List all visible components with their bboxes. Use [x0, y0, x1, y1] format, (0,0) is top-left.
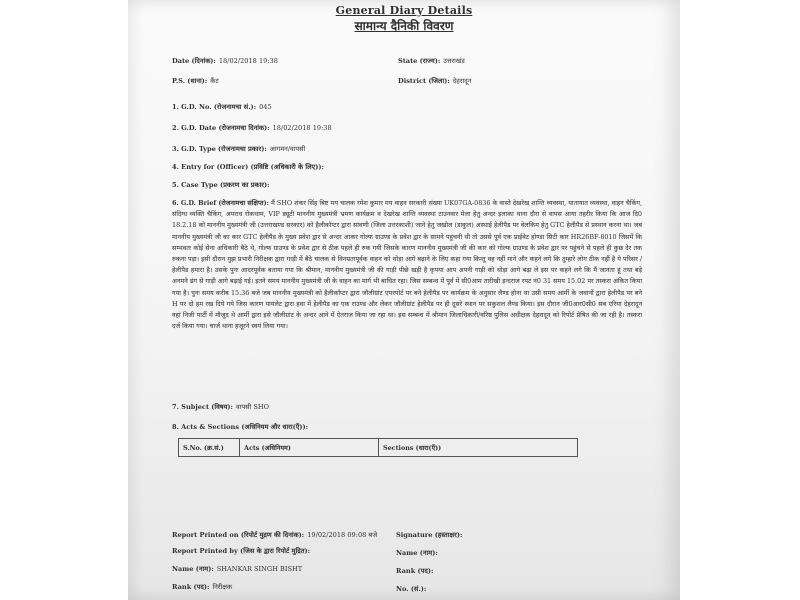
- state-label: State (राज्य):: [398, 57, 441, 65]
- subject-row: [172, 404, 269, 411]
- date-value: 18/02/2018 19:38: [218, 57, 278, 65]
- subject-label: 7. Subject (विषय):: [172, 403, 233, 411]
- name-row: [172, 566, 302, 573]
- gd-date-value: 18/02/2018 19:38: [272, 124, 332, 132]
- date-label: Date (दिनांक):: [172, 57, 216, 65]
- report-title-hindi: सामान्य दैनिकी विवरण: [354, 19, 454, 33]
- gd-number-row: [172, 104, 272, 111]
- gd-brief-label: 6. G.D. Brief (रोजनामचा संक्षिप्त):: [172, 199, 269, 207]
- gd-date-row: [172, 125, 332, 132]
- right-rank-row: [396, 568, 433, 575]
- name-label: Name (नाम):: [172, 565, 214, 573]
- case-type-label: 5. Case Type (प्रकरण का प्रकार):: [172, 181, 270, 189]
- printed-on-row: [172, 532, 377, 539]
- district-label: District (जिला):: [398, 77, 450, 85]
- printed-by-row: [172, 548, 310, 555]
- right-name-row: [396, 550, 438, 557]
- sno-column-header: S.No. (क्र.सं.): [179, 439, 240, 457]
- ps-label: P.S. (थाना):: [172, 77, 208, 85]
- table-row: [179, 439, 578, 457]
- gd-report-page: [128, 0, 680, 600]
- gd-number-value: 045: [259, 103, 272, 111]
- acts-sections-row: [172, 424, 308, 431]
- entry-for-row: [172, 164, 324, 171]
- right-name-label: Name (नाम):: [396, 549, 438, 557]
- acts-sections-label: 8. Acts & Sections (अधिनियम और धारा(एँ)):: [172, 423, 309, 431]
- gd-type-value: आगमन/वापसी: [269, 145, 306, 153]
- printed-by-label: Report Printed by (जिस के द्वारा रिपोर्ट मुद्रित):: [172, 547, 311, 555]
- printed-on-label: Report Printed on (रिपोर्ट मुद्रण की दिनांक):: [172, 531, 305, 539]
- signature-label: Signature (हस्ताक्षर):: [396, 531, 463, 539]
- right-number-row: [396, 586, 426, 593]
- date-row: [172, 58, 278, 65]
- gd-brief-paragraph: [172, 198, 642, 332]
- signature-row: [396, 532, 462, 539]
- gd-date-label: 2. G.D. Date (रोजनामचा दिनांक):: [172, 124, 270, 132]
- gd-brief-text: मैं SHO शंकर सिंह बिष्ट मय चालक रमेश कुमार मय वाहन सरकारी संख्या UK07GA-0836 के वास्ते देखरेख शान्ति व्यवस्था, यातायात व्यवस्था, वाहन चैकिंग, संदिग्ध व्यक्ति चैकिंग, अपराध रोकथाम, VIP ड्यूटी माननीय मुख्यमंत्री भ्रमण कार्यक्रम व देखरेख शान्ति व्यवस्था टाउनवार मेला हेतु अन्दर इलाका थाना दौरा से वापस आया तहरीर किया कि आज दि0 18.2.18 को माननीय मुख्यमंत्री जी (उत्तराखण्ड सरकार) को हैलीकॉप्टर द्वारा सांवणी (जिला उत्तरकाशी) जाने हेतु जखोल (डाकुल) अस्थाई हेलीपैड पर वेलकिम हेतु GTC हेलीपैड से प्रस्थान करना था। जब माननीय मुख्यमंत्री जी का कार GTC हेलीपैड के मुख्य प्रवेश द्वार से अन्दर आकर गोल्फ ग्राउण्ड के प्रवेश द्वार के सामने पहुंचनी थी तो उससे पूर्व एक प्राईवेट होण्डा सिटी कार HR26BF-8010 जिसमें कि सम्भवतः कोई सेना अधिकारी बैठे थे, गोल्फ ग्राउण्ड के प्रवेश द्वार से ठीक पहले ही रुक गयी जिसके कारण माननीय मुख्यमंत्री जी की कार को गोल्फ ग्राउण्ड के प्रवेश द्वार पर पहुंचने से पहले ही कुछ देर तक रुकना पड़ा। इसी दौरान मुझ प्रभारी निरीक्षक द्वारा गाड़ी में बैठे चालक से विनम्रतापूर्वक वाहन को थोड़ा आगे बढ़ाने के लिए कहा गया किन्तु वह नहीं माने और कहने लगे कि तुम्हारे लोग ठीक नहीं है ये परिसर /हेलीपैड हमारा है। उसके पुनः आदरपूर्वक बताया गया कि श्रीमान, माननीय मुख्यमंत्री जी की गाड़ी पीछे खड़ी है कृपया आप अपनी गाड़ी को थोड़ा आगे बढ़ा ले इस पर कहने लगे कि मैं जानता हूं तथा बड़े अनमने ढंग से गाड़ी आगे बढ़ाई गई। इतने समय माननीय मुख्यमंत्री जी के वाहन का मार्ग भी बाधित रहा। जिस सम्बन्ध में पूर्व में सी0आम तारीखी इन्दराज रपट नं0 31 समय 15.02 पर तस्करा अंकित किया गया है। पुनः समय करीब 15.36 बजे जब माननीय मुख्यमंत्री को हैलीकॉप्टर द्वारा जौलीग्रांट एयरपोर्ट पर बने हेलीपैड पर कार्यक्रम के अनुसार लैण्ड होना था उसी समय आर्मी के जवानों द्वारा हेलीपैड पर बने H पर दो हम रख दिये गये जिस कारण पायलेट द्वारा हवा में हेलीपैड का एक राउण्ड और लेकर जौलीग्रांट हेलीपैड पर ही दूसरे स्थान पर सकुशल लैण्ड किया। इस दौरान जी0आर0सी0 सब एरिया देहरादून वहां निजी पार्टी में मौजूद थे आर्मी द्वारा इसे जौलीग्रांट के अन्दर आने में ऐतराज किया जा रहा था। इस सम्बन्ध में श्रीमान जिलाधिकारी/वरिष्ठ पुलिस अधीक्षक देहरादून को रिपोर्ट प्रेषित की जा रही है। तस्करा दर्ज किया गया। चार्ज थाना हजूरने स्वयं लिया गया।: [172, 199, 642, 331]
- subject-value: वापसी SHO: [235, 403, 270, 411]
- rank-row: [172, 584, 232, 591]
- report-title-english: General Diary Details: [335, 4, 473, 17]
- rank-value: निरीक्षक: [212, 583, 233, 591]
- district-row: [398, 78, 471, 85]
- district-value: देहरादून: [452, 77, 472, 85]
- state-row: [398, 58, 465, 65]
- acts-sections-table: [178, 438, 578, 457]
- sections-column-header: Sections (धारा(एँ)): [379, 439, 578, 457]
- printed-on-value: 19/02/2018 09:08 बजे: [307, 531, 378, 539]
- rank-label: Rank (पद):: [172, 583, 210, 591]
- ps-value: कैंट: [210, 77, 219, 85]
- right-rank-label: Rank (पद):: [396, 567, 434, 575]
- right-number-label: No. (सं.):: [396, 585, 427, 593]
- state-value: उत्तराखंड: [443, 57, 465, 65]
- gd-type-label: 3. G.D. Type (रोजनामचा प्रकार):: [172, 145, 267, 153]
- gd-number-label: 1. G.D. No. (रोजनामचा सं.):: [172, 103, 257, 111]
- ps-row: [172, 78, 219, 85]
- acts-column-header: Acts (अधिनियम): [240, 439, 379, 457]
- case-type-row: [172, 182, 270, 189]
- name-value: SHANKAR SINGH BISHT: [216, 565, 303, 573]
- gd-type-row: [172, 146, 305, 153]
- entry-for-label: 4. Entry for (Officer) (प्रविष्टि (अधिकारी के लिए)):: [172, 163, 324, 171]
